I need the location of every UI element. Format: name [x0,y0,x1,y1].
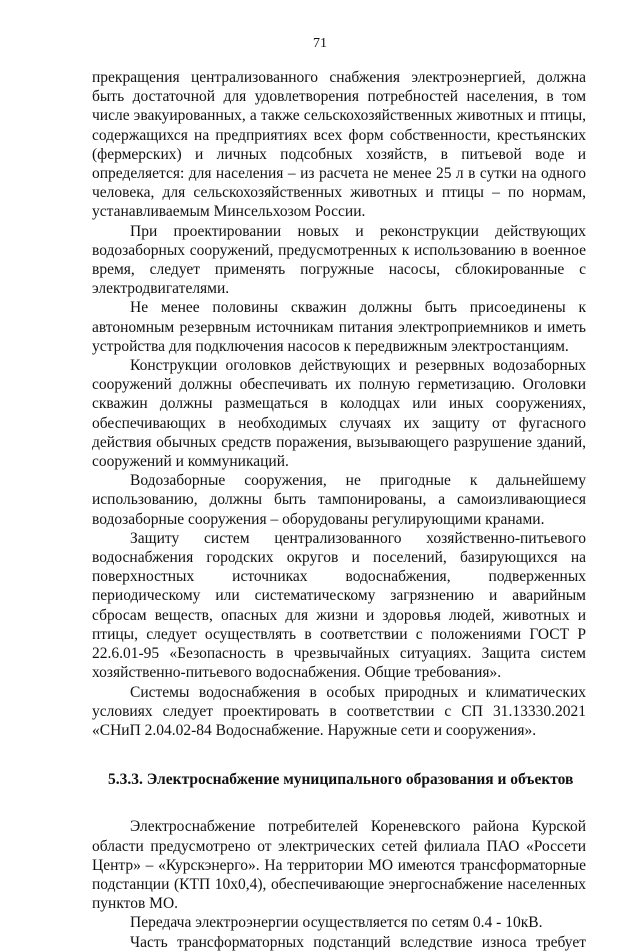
page-number: 71 [313,36,327,51]
paragraph: Защиту систем централизованного хозяйственно-питьевого водоснабжения городских округов и поселений, базирующихся на поверхностных источниках водоснабжения, подверженных периодическому или систематическому загрязнению и аварийным сбросам веществ, опасных для жизни и здоровья людей, животных и птицы, следует осуществлять в соответствии с положениями ГОСТ Р 22.6.01-95 «Безопасность в чрезвычайных ситуациях. Защита систем хозяйственно-питьевого водоснабжения. Общие требования». [92,529,586,682]
paragraph: Водозаборные сооружения, не пригодные к дальнейшему использованию, должны быть тампонированы, а самоизливающиеся водозаборные сооружения – оборудованы регулирующими кранами. [92,472,586,528]
paragraph: Конструкции оголовков действующих и резервных водозаборных сооружений должны обеспечивать их полную герметизацию. Оголовки скважин должны размещаться в колодцах или иных сооружениях, обеспечивающих в необходимых случаях их защиту от фугасного действия обычных средств поражения, вызывающего разрушение зданий, сооружений и коммуникаций. [92,357,586,471]
paragraph: прекращения централизованного снабжения электроэнергией, должна быть достаточной для удовлетворения потребностей населения, в том числе эвакуированных, а также сельскохозяйственных животных и птицы, содержащихся на предприятиях всех форм собственности, крестьянских (фермерских) и личных подсобных хозяйств, в питьевой воде и определяется: для населения – из расчета не менее 25 л в сутки на одного человека, для сельскохозяйственных животных и птицы – по нормам, устанавливаемым Минсельхозом России. [92,69,586,221]
paragraph: Часть трансформаторных подстанций вследствие износа требует [130,933,586,951]
paragraph: Системы водоснабжения в особых природных и климатических условиях следует проектировать в соответствии с СП 31.13330.2021 «СНиП 2.04.02-84 Водоснабжение. Наружные сети и сооружения». [92,683,586,739]
paragraph: Передача электроэнергии осуществляется по сетям 0.4 - 10кВ. [130,914,543,932]
paragraph: Не менее половины скважин должны быть присоединены к автономным резервным источникам питания электроприемников и иметь устройства для подключения насосов к передвижным электростанциям. [92,299,586,355]
section-heading: 5.3.3. Электроснабжение муниципального образования и объектов [108,771,574,789]
document-body [92,68,586,952]
paragraph: При проектировании новых и реконструкции действующих водозаборных сооружений, предусмотренных к использованию в военное время, следует применять погружные насосы, сблокированные с электродвигателями. [92,222,586,298]
paragraph: Электроснабжение потребителей Кореневского района Курской области предусмотрено от электрических сетей филиала ПАО «Россети Центр» – «Курскэнерго». На территории МО имеются трансформаторные подстанции (КТП 10х0,4), обеспечивающие энергоснабжение населенных пунктов МО. [92,818,586,913]
